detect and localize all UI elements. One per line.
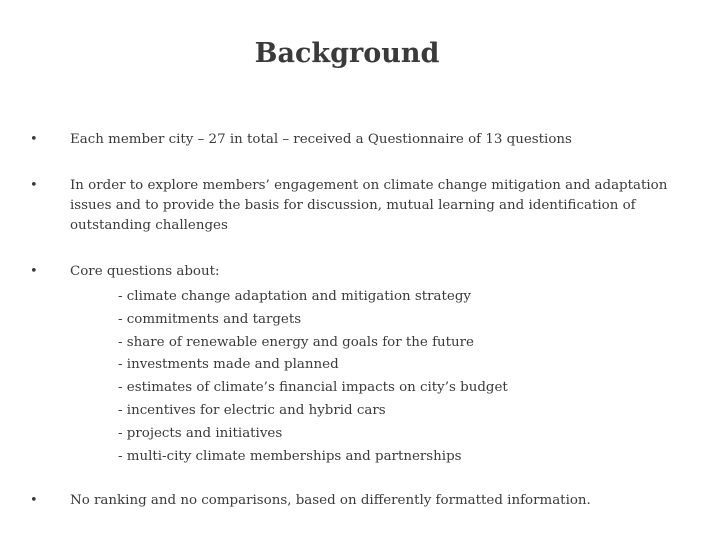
- bullet-text: In order to explore members’ engagement on climate change mitigation and adaptation issues and to provide the basis for discussion, mutual learning and identification of outstanding challenges: [70, 178, 668, 233]
- sub-item: - climate change adaptation and mitigation strategy: [118, 289, 471, 304]
- core-questions-list: [70, 286, 670, 468]
- sub-item: - commitments and targets: [118, 311, 302, 327]
- bullet-icon: •: [30, 493, 38, 508]
- bullet-icon: •: [30, 132, 38, 147]
- sub-item: - share of renewable energy and goals for the future: [118, 334, 474, 350]
- sub-item: - multi-city climate memberships and partnerships: [118, 448, 462, 464]
- sub-item: - projects and initiatives: [118, 425, 283, 441]
- bullet-text: Core questions about:: [70, 264, 220, 279]
- sub-item: - investments made and planned: [118, 357, 339, 373]
- bullet-text: Each member city – 27 in total – received a Questionnaire of 13 questions: [70, 132, 572, 147]
- bullet-icon: •: [30, 178, 38, 193]
- bullet-icon: •: [30, 264, 38, 279]
- bullet-text: No ranking and no comparisons, based on differently formatted information.: [70, 493, 591, 508]
- slide-title: Background: [254, 38, 440, 69]
- sub-item: - estimates of climate’s financial impacts on city’s budget: [118, 380, 508, 396]
- bullet-text-block: [70, 262, 670, 468]
- sub-item: - incentives for electric and hybrid cars: [118, 402, 386, 418]
